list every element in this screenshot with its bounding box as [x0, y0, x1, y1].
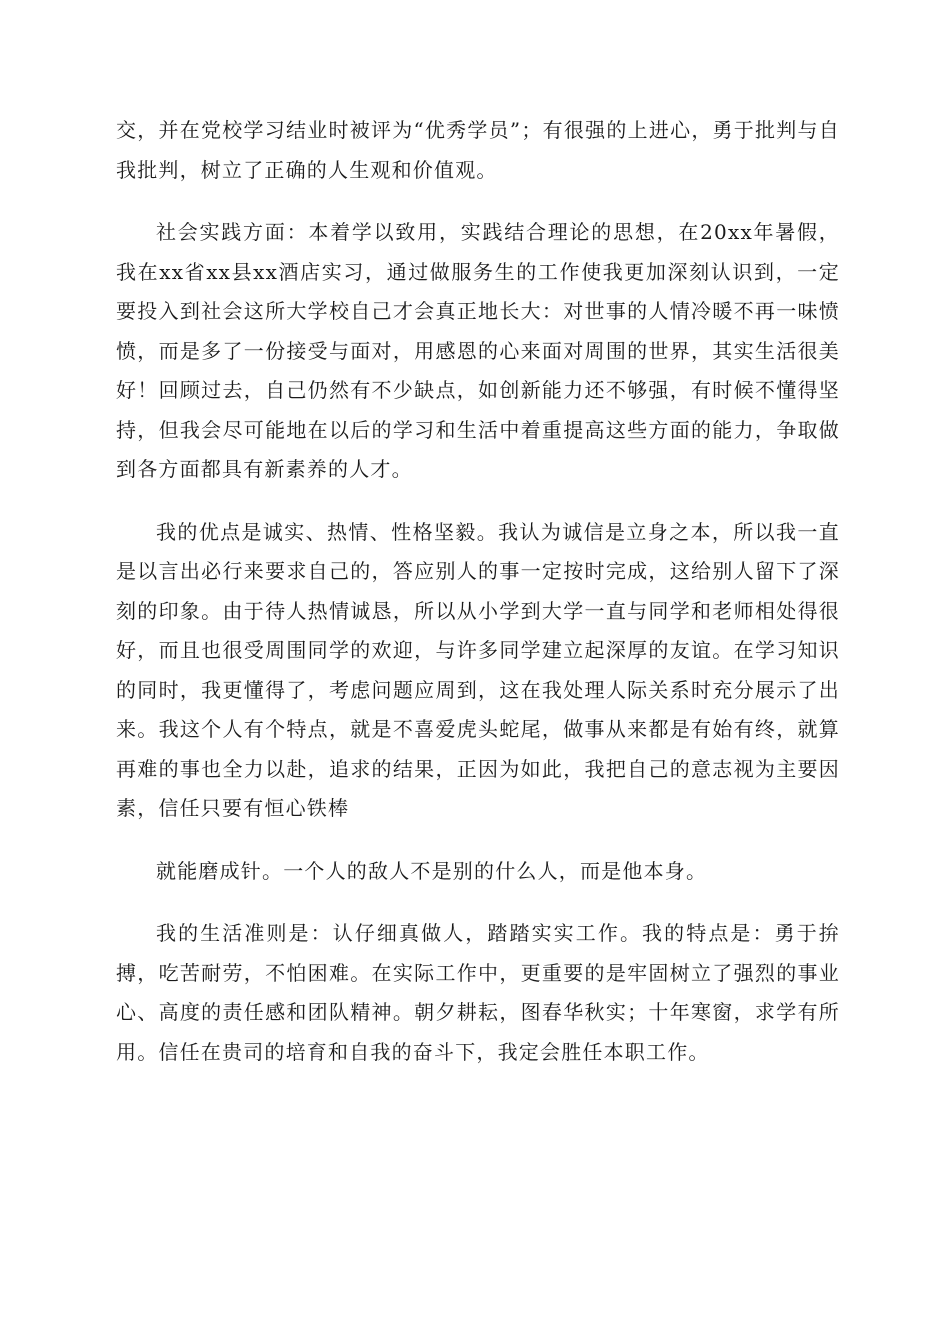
paragraph-1: 交，并在党校学习结业时被评为“优秀学员”；有很强的上进心，勇于批判与自我批判，树立了正确的人生观和价值观。 [116, 118, 840, 182]
document-body [116, 111, 840, 1072]
paragraph-3: 我的优点是诚实、热情、性格坚毅。我认为诚信是立身之本，所以我一直是以言出必行来要求自己的，答应别人的事一定按时完成，这给别人留下了深刻的印象。由于待人热情诚恳，所以从小学到大学一直与同学和老师相处得很好，而且也很受周围同学的欢迎，与许多同学建立起深厚的友谊。在学习知识的同时，我更懂得了，考虑问题应周到，这在我处理人际关系时充分展示了出来。我这个人有个特点，就是不喜爱虎头蛇尾，做事从来都是有始有终，就算再难的事也全力以赴，追求的结果，正因为如此，我把自己的意志视为主要因素，信任只要有恒心铁棒 [116, 519, 840, 820]
paragraph-5: 我的生活准则是：认仔细真做人，踏踏实实工作。我的特点是：勇于拚搏，吃苦耐劳，不怕困难。在实际工作中，更重要的是牢固树立了强烈的事业心、高度的责任感和团队精神。朝夕耕耘，图春华秋实；十年寒窗，求学有所用。信任在贵司的培育和自我的奋斗下，我定会胜任本职工作。 [116, 921, 840, 1064]
paragraph-2: 社会实践方面：本着学以致用，实践结合理论的思想，在20xx年暑假，我在xx省xx县xx酒店实习，通过做服务生的工作使我更加深刻认识到，一定要投入到社会这所大学校自己才会真正地长大：对世事的人情冷暖不再一味愤愤，而是多了一份接受与面对，用感恩的心来面对周围的世界，其实生活很美好！回顾过去，自己仍然有不少缺点，如创新能力还不够强，有时候不懂得坚持，但我会尽可能地在以后的学习和生活中着重提高这些方面的能力，争取做到各方面都具有新素养的人才。 [116, 220, 840, 481]
paragraph-4: 就能磨成针。一个人的敌人不是别的什么人，而是他本身。 [156, 858, 708, 883]
